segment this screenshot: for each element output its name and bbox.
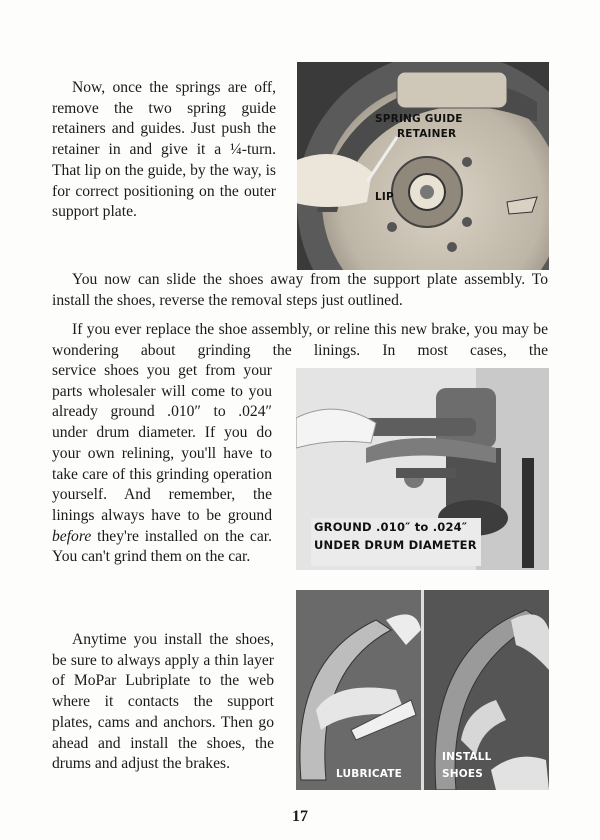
label-retainer: RETAINER	[397, 128, 457, 140]
label-lip: LIP	[375, 191, 394, 203]
paragraph-slide-shoes: You now can slide the shoes away from the support plate assembly. To install the shoes, reverse the removal steps just outlined.	[52, 271, 548, 309]
page-number: 17	[292, 808, 308, 825]
paragraph-lubriplate: Anytime you install the shoes, be sure to always apply a thin layer of MoPar Lubriplate to the web where it contacts the support plates, cams and anchors. Then go ahead and install the shoes, the drums and adjust the brakes.	[52, 631, 274, 773]
photo-spring-guide-retainer	[297, 62, 549, 270]
photo-lubricate-install	[296, 590, 549, 790]
label-install: INSTALL	[442, 751, 492, 763]
lubricate-install-illustration	[296, 590, 549, 790]
paragraph-grinding-text-a: service shoes you get from your parts wholesaler will come to you already ground .010″ to .024″ under drum diameter. If you do your own relining, you'll have to take care of this grinding operation yourself. And remember, the linings always have to be ground	[52, 362, 272, 524]
photo-grinding-machine	[296, 368, 549, 570]
caption-under-drum: UNDER DRUM DIAMETER	[314, 538, 477, 552]
paragraph-grinding-text-b: they're installed on the car. You can't grind them on the car.	[52, 527, 272, 566]
paragraph-grinding-intro: If you ever replace the shoe assembly, or reline this new brake, you may be wondering about grinding the linings. In most cases, the	[52, 321, 548, 359]
caption-ground: GROUND .010″ to .024″	[314, 520, 468, 534]
label-spring-guide: SPRING GUIDE	[375, 113, 463, 125]
label-shoes: SHOES	[442, 768, 484, 780]
emphasis-before: before	[52, 527, 92, 545]
label-lubricate: LUBRICATE	[336, 768, 402, 780]
paragraph-spring-guide: Now, once the springs are off, remove the two spring guide retainers and guides. Just push the retainer in and give it a ¼-turn. That lip on the guide, by the way, is for correct positioning on the outer support plate.	[52, 79, 276, 221]
brake-assembly-illustration	[297, 62, 549, 270]
paragraph-grinding-detail	[52, 361, 272, 568]
